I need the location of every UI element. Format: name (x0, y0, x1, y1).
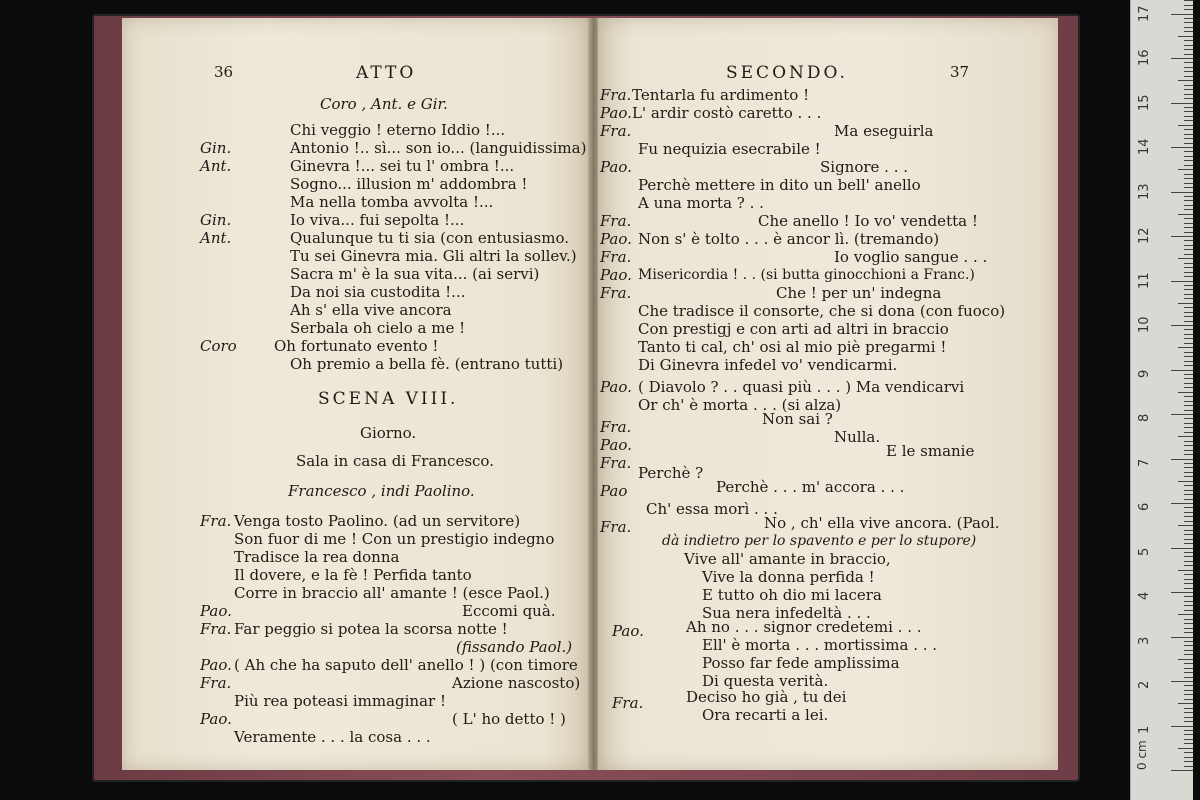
ruler-tick (1184, 223, 1193, 224)
verse-line: Ell' è morta . . . mortissima . . . (702, 636, 938, 654)
verse-line: Ah no . . . signor credetemi . . . (686, 618, 922, 636)
ruler-tick (1184, 98, 1193, 99)
speaker-label: Fra. (612, 694, 644, 712)
ruler-tick (1178, 214, 1193, 215)
ruler-tick (1184, 165, 1193, 166)
verse-line: Sacra m' è la sua vita... (ai servi) (290, 265, 540, 283)
verse-line: Signore . . . (820, 158, 909, 176)
verse-line: Tradisce la rea donna (234, 548, 400, 566)
ruler-number: 2 (1137, 680, 1152, 689)
verse-line: Qualunque tu ti sia (con entusiasmo. (290, 229, 570, 247)
verse-line: Ma eseguirla (834, 122, 934, 140)
ruler-tick (1184, 227, 1193, 228)
ruler-tick (1184, 45, 1193, 46)
ruler-tick (1184, 5, 1193, 6)
ruler-tick (1184, 205, 1193, 206)
ruler-tick (1184, 111, 1193, 112)
verse-line: A una morta ? . . (638, 194, 764, 212)
verse-line: L' ardir costò caretto . . . (632, 104, 822, 122)
ruler-tick (1171, 147, 1193, 148)
verse-line: Far peggio si potea la scorsa notte ! (234, 620, 508, 638)
speaker-label: Fra. (200, 620, 232, 638)
ruler-tick (1184, 561, 1193, 562)
speaker-label: Fra. (600, 122, 632, 140)
speaker-label: Pao. (600, 378, 632, 396)
ruler-tick (1184, 49, 1193, 50)
ruler-tick (1178, 303, 1193, 304)
ruler-tick (1184, 156, 1193, 157)
verse-line: Ch' essa morì . . . (646, 500, 778, 518)
verse-line: E le smanie (886, 442, 975, 460)
ruler-tick (1184, 289, 1193, 290)
ruler-tick (1184, 76, 1193, 77)
ruler-tick (1184, 596, 1193, 597)
verse-line: Serbala oh cielo a me ! (290, 319, 466, 337)
ruler-tick (1184, 40, 1193, 41)
ruler-tick (1184, 619, 1193, 620)
ruler-tick (1184, 645, 1193, 646)
cast-line: Coro , Ant. e Gir. (320, 95, 448, 113)
ruler-tick (1184, 467, 1193, 468)
ruler-tick (1184, 623, 1193, 624)
ruler-tick (1171, 770, 1193, 771)
ruler-tick (1184, 387, 1193, 388)
ruler-tick (1184, 285, 1193, 286)
ruler-tick (1171, 236, 1193, 237)
ruler-tick (1184, 556, 1193, 557)
verse-line: ( Diavolo ? . . quasi più . . . ) Ma vendicarvi (638, 378, 965, 396)
ruler-tick (1184, 494, 1193, 495)
ruler-tick (1184, 54, 1193, 55)
ruler-tick (1184, 89, 1193, 90)
ruler-tick (1184, 552, 1193, 553)
verse-line: Antonio !.. sì... son io... (languidissima) (290, 139, 587, 157)
ruler-tick (1171, 592, 1193, 593)
ruler-tick (1171, 325, 1193, 326)
ruler-tick (1184, 232, 1193, 233)
verse-line: Vive all' amante in braccio, (684, 550, 891, 568)
verse-line: Nulla. (834, 428, 881, 446)
ruler-tick (1184, 312, 1193, 313)
verse-line: Ora recarti a lei. (702, 706, 829, 724)
left-page (122, 18, 590, 770)
ruler-tick (1184, 677, 1193, 678)
ruler-tick (1184, 116, 1193, 117)
ruler-tick (1184, 374, 1193, 375)
ruler-tick (1184, 338, 1193, 339)
speaker-label: Pao. (600, 104, 632, 122)
ruler-tick (1171, 370, 1193, 371)
ruler-tick (1184, 534, 1193, 535)
ruler-tick (1184, 499, 1193, 500)
ruler-tick (1184, 129, 1193, 130)
ruler-tick (1184, 187, 1193, 188)
speaker-label: Gin. (200, 139, 232, 157)
ruler-tick (1184, 263, 1193, 264)
ruler-tick (1184, 134, 1193, 135)
verse-line: Son fuor di me ! Con un prestigio indegno (234, 530, 555, 548)
ruler-tick (1184, 708, 1193, 709)
ruler-tick (1184, 641, 1193, 642)
ruler-number: 5 (1137, 547, 1152, 556)
verse-line: ( Ah che ha saputo dell' anello ! ) (con timore (234, 656, 578, 674)
ruler-tick (1184, 396, 1193, 397)
ruler-tick (1184, 721, 1193, 722)
ruler-tick (1178, 703, 1193, 704)
ruler-tick (1184, 601, 1193, 602)
speaker-label: Fra. (200, 674, 232, 692)
verse-line: Posso far fede amplissima (702, 654, 900, 672)
ruler-tick (1184, 67, 1193, 68)
ruler-number: 6 (1137, 502, 1152, 511)
page-heading: ATTO (356, 63, 417, 83)
ruler-tick (1184, 685, 1193, 686)
verse-line: Di Ginevra infedel vo' vendicarmi. (638, 356, 898, 374)
ruler-tick (1184, 490, 1193, 491)
ruler-tick (1184, 18, 1193, 19)
ruler-tick (1184, 62, 1193, 63)
ruler-number: 15 (1137, 93, 1152, 111)
ruler-tick (1178, 481, 1193, 482)
verse-line: Ma nella tomba avvolta !... (290, 193, 494, 211)
ruler-tick (1184, 730, 1193, 731)
right-page (598, 18, 1058, 770)
ruler-tick (1184, 138, 1193, 139)
verse-line: Perchè . . . m' accora . . . (716, 478, 905, 496)
ruler-tick (1184, 151, 1193, 152)
ruler-tick (1184, 307, 1193, 308)
verse-line: Non sai ? (762, 410, 833, 428)
ruler-tick (1178, 169, 1193, 170)
verse-line: Eccomi quà. (462, 602, 556, 620)
ruler-tick (1184, 178, 1193, 179)
ruler-tick (1184, 405, 1193, 406)
ruler-tick (1178, 436, 1193, 437)
ruler-tick (1184, 717, 1193, 718)
ruler-tick (1184, 383, 1193, 384)
speaker-label: Fra. (600, 284, 632, 302)
verse-line: Chi veggio ! eterno Iddio !... (290, 121, 506, 139)
ruler-tick (1184, 690, 1193, 691)
verse-line: Sogno... illusion m' addombra ! (290, 175, 528, 193)
speaker-label: Pao. (612, 622, 644, 640)
ruler-number: 3 (1137, 636, 1152, 645)
page-heading: SECONDO. (726, 63, 848, 83)
ruler-tick (1184, 356, 1193, 357)
verse-line: Veramente . . . la cosa . . . (234, 728, 431, 746)
ruler-tick (1171, 192, 1193, 193)
speaker-label: Pao (600, 482, 628, 500)
ruler-tick (1184, 485, 1193, 486)
ruler-number: 17 (1137, 4, 1152, 22)
ruler-tick (1178, 125, 1193, 126)
ruler-tick (1184, 628, 1193, 629)
ruler-tick (1184, 605, 1193, 606)
ruler-tick (1184, 365, 1193, 366)
speaker-label: Ant. (200, 229, 232, 247)
ruler-tick (1184, 183, 1193, 184)
verse-line: E tutto oh dio mi lacera (702, 586, 882, 604)
ruler-tick (1184, 9, 1193, 10)
ruler-tick (1178, 570, 1193, 571)
ruler-tick (1184, 445, 1193, 446)
measuring-ruler (1130, 0, 1193, 800)
ruler-tick (1184, 94, 1193, 95)
scene-time: Giorno. (360, 424, 417, 442)
stage-direction: (fissando Paol.) (456, 638, 573, 656)
ruler-tick (1184, 516, 1193, 517)
ruler-tick (1178, 36, 1193, 37)
ruler-tick (1184, 352, 1193, 353)
ruler-tick (1184, 316, 1193, 317)
ruler-number: 12 (1137, 227, 1152, 244)
ruler-tick (1184, 423, 1193, 424)
ruler-tick (1184, 694, 1193, 695)
verse-line: Azione nascosto) (452, 674, 581, 692)
verse-line: ( L' ho detto ! ) (452, 710, 566, 728)
verse-line: Ginevra !... sei tu l' ombra !... (290, 157, 515, 175)
ruler-tick (1178, 748, 1193, 749)
ruler-tick (1184, 654, 1193, 655)
ruler-tick (1184, 334, 1193, 335)
verse-line: Oh fortunato evento ! (274, 337, 439, 355)
verse-line: Il dovere, e la fè ! Perfida tanto (234, 566, 472, 584)
speaker-label: Fra. (600, 518, 632, 536)
verse-line: Sua nera infedeltà . . . (702, 604, 871, 622)
verse-line: Misericordia ! . . (si butta ginocchioni a Franc.) (638, 267, 975, 283)
cast-line: Francesco , indi Paolino. (288, 482, 475, 500)
ruler-number: 10 (1137, 316, 1152, 333)
ruler-tick (1184, 218, 1193, 219)
ruler-number: 7 (1137, 458, 1152, 467)
ruler-tick (1184, 85, 1193, 86)
ruler-tick (1184, 71, 1193, 72)
ruler-tick (1178, 525, 1193, 526)
ruler-tick (1184, 276, 1193, 277)
ruler-tick (1184, 632, 1193, 633)
ruler-tick (1171, 103, 1193, 104)
stage-direction: dà indietro per lo spavento e per lo stupore) (662, 533, 977, 549)
ruler-tick (1184, 579, 1193, 580)
ruler-tick (1184, 174, 1193, 175)
ruler-tick (1184, 476, 1193, 477)
ruler-tick (1178, 392, 1193, 393)
ruler-tick (1171, 726, 1193, 727)
verse-line: Fu nequizia esecrabile ! (638, 140, 821, 158)
ruler-tick (1184, 143, 1193, 144)
verse-line: Tanto ti cal, ch' osi al mio piè pregarmi ! (638, 338, 947, 356)
ruler-tick (1184, 361, 1193, 362)
ruler-tick (1171, 681, 1193, 682)
ruler-tick (1184, 401, 1193, 402)
speaker-label: Pao. (600, 266, 632, 284)
ruler-tick (1184, 712, 1193, 713)
ruler-tick (1171, 637, 1193, 638)
ruler-unit-label: 0 cm (1135, 740, 1149, 770)
speaker-label: Pao. (600, 436, 632, 454)
ruler-tick (1184, 588, 1193, 589)
ruler-tick (1184, 298, 1193, 299)
ruler-tick (1184, 196, 1193, 197)
ruler-tick (1184, 757, 1193, 758)
ruler-number: 16 (1137, 49, 1152, 66)
ruler-tick (1184, 267, 1193, 268)
ruler-tick (1184, 209, 1193, 210)
verse-line: Che anello ! Io vo' vendetta ! (758, 212, 978, 230)
ruler-tick (1184, 22, 1193, 23)
speaker-label: Fra. (600, 454, 632, 472)
ruler-tick (1171, 14, 1193, 15)
ruler-tick (1171, 503, 1193, 504)
speaker-label: Fra. (600, 248, 632, 266)
ruler-number: 8 (1137, 413, 1152, 422)
ruler-tick (1184, 432, 1193, 433)
ruler-number: 13 (1137, 182, 1152, 200)
page-number: 36 (214, 63, 234, 81)
ruler-tick (1184, 450, 1193, 451)
ruler-tick (1184, 254, 1193, 255)
ruler-tick (1184, 650, 1193, 651)
ruler-number: 4 (1137, 591, 1152, 600)
ruler-tick (1184, 321, 1193, 322)
ruler-tick (1184, 766, 1193, 767)
ruler-tick (1184, 574, 1193, 575)
speaker-label: Pao. (600, 158, 632, 176)
verse-line: Da noi sia custodita !... (290, 283, 466, 301)
ruler-tick (1184, 539, 1193, 540)
speaker-label: Fra. (600, 86, 632, 104)
ruler-tick (1171, 459, 1193, 460)
ruler-tick (1184, 329, 1193, 330)
ruler-tick (1171, 281, 1193, 282)
verse-line: Io viva... fui sepolta !... (290, 211, 465, 229)
ruler-tick (1184, 734, 1193, 735)
ruler-tick (1184, 240, 1193, 241)
ruler-tick (1184, 743, 1193, 744)
verse-line: Ah s' ella vive ancora (290, 301, 452, 319)
ruler-tick (1184, 463, 1193, 464)
speaker-label: Pao. (200, 710, 232, 728)
verse-line: Oh premio a bella fè. (entrano tutti) (290, 355, 564, 373)
ruler-tick (1184, 663, 1193, 664)
ruler-tick (1184, 272, 1193, 273)
verse-line: Che tradisce il consorte, che si dona (con fuoco) (638, 302, 1006, 320)
ruler-tick (1184, 512, 1193, 513)
ruler-tick (1184, 200, 1193, 201)
ruler-tick (1184, 160, 1193, 161)
verse-line: Di questa verità. (702, 672, 829, 690)
ruler-number: 9 (1137, 369, 1152, 378)
speaker-label: Pao. (200, 602, 232, 620)
ruler-tick (1184, 761, 1193, 762)
speaker-label: Fra. (200, 512, 232, 530)
ruler-tick (1184, 672, 1193, 673)
verse-line: Tentarla fu ardimento ! (632, 86, 810, 104)
ruler-tick (1184, 472, 1193, 473)
verse-line: Perchè ? (638, 464, 704, 482)
ruler-tick (1184, 245, 1193, 246)
verse-line: Io voglio sangue . . . (834, 248, 988, 266)
ruler-tick (1184, 699, 1193, 700)
ruler-tick (1184, 343, 1193, 344)
ruler-tick (1184, 120, 1193, 121)
page-number: 37 (950, 63, 970, 81)
speaker-label: Pao. (200, 656, 232, 674)
ruler-tick (1184, 565, 1193, 566)
verse-line: Con prestigj e con arti ad altri in braccio (638, 320, 949, 338)
ruler-tick (1171, 58, 1193, 59)
ruler-tick (1184, 583, 1193, 584)
verse-line: Più rea poteasi immaginar ! (234, 692, 446, 710)
ruler-tick (1184, 739, 1193, 740)
ruler-tick (1184, 521, 1193, 522)
ruler-tick (1178, 347, 1193, 348)
ruler-tick (1178, 659, 1193, 660)
speaker-label: Pao. (600, 230, 632, 248)
verse-line: No , ch' ella vive ancora. (Paol. (764, 514, 1000, 532)
speaker-label: Coro (200, 337, 237, 355)
ruler-tick (1184, 752, 1193, 753)
verse-line: Perchè mettere in dito un bell' anello (638, 176, 921, 194)
scene-setting: Sala in casa di Francesco. (296, 452, 494, 470)
ruler-tick (1184, 31, 1193, 32)
verse-line: Non s' è tolto . . . è ancor lì. (tremando) (638, 230, 940, 248)
speaker-label: Fra. (600, 212, 632, 230)
ruler-tick (1184, 378, 1193, 379)
ruler-tick (1178, 80, 1193, 81)
verse-line: Tu sei Ginevra mia. Gli altri la sollev.) (290, 247, 577, 265)
ruler-tick (1184, 441, 1193, 442)
ruler-number: 14 (1137, 138, 1152, 155)
ruler-tick (1184, 410, 1193, 411)
speaker-label: Fra. (600, 418, 632, 436)
scene-heading: SCENA VIII. (318, 389, 459, 409)
ruler-tick (1184, 610, 1193, 611)
ruler-tick (1184, 249, 1193, 250)
ruler-number: 1 (1137, 725, 1152, 734)
ruler-tick (1171, 414, 1193, 415)
ruler-tick (1184, 0, 1193, 1)
ruler-tick (1184, 668, 1193, 669)
ruler-tick (1184, 27, 1193, 28)
speaker-label: Gin. (200, 211, 232, 229)
verse-line: Venga tosto Paolino. (ad un servitore) (234, 512, 521, 530)
ruler-tick (1178, 614, 1193, 615)
ruler-tick (1184, 530, 1193, 531)
ruler-tick (1184, 294, 1193, 295)
ruler-tick (1184, 507, 1193, 508)
verse-line: Vive la donna perfida ! (702, 568, 875, 586)
verse-line: Corre in braccio all' amante ! (esce Paol.) (234, 584, 550, 602)
ruler-number: 11 (1137, 271, 1152, 289)
verse-line: Che ! per un' indegna (776, 284, 942, 302)
ruler-tick (1171, 548, 1193, 549)
verse-line: Deciso ho già , tu dei (686, 688, 847, 706)
verse-line: Or ch' è morta . . . (si alza) (638, 396, 842, 414)
ruler-tick (1184, 107, 1193, 108)
ruler-tick (1178, 258, 1193, 259)
speaker-label: Ant. (200, 157, 232, 175)
ruler-tick (1184, 427, 1193, 428)
ruler-tick (1184, 543, 1193, 544)
ruler-tick (1184, 418, 1193, 419)
ruler-tick (1184, 454, 1193, 455)
